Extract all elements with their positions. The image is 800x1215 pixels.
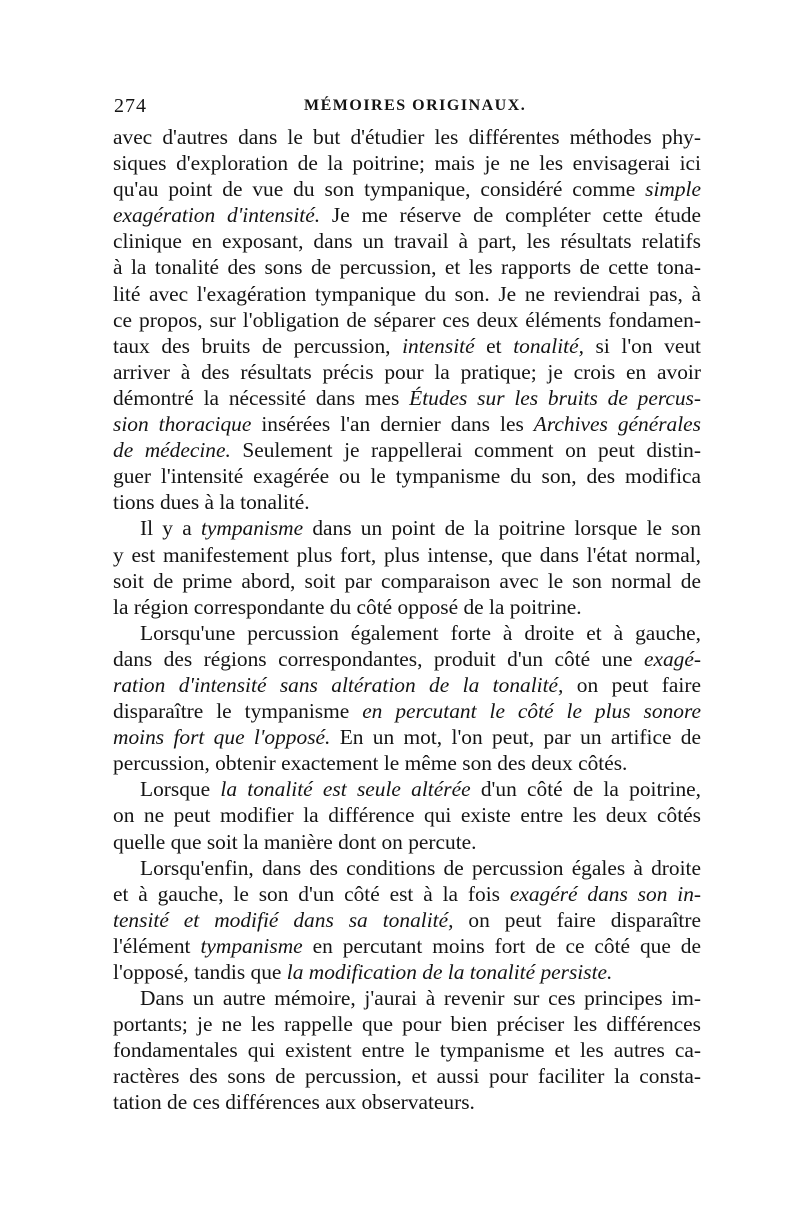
text-line	[113, 959, 701, 985]
text-segment: et	[474, 333, 514, 358]
text-segment: l'opposé, tandis que	[113, 960, 287, 984]
text-segment: En un mot, l'on peut, par un artifice de	[330, 725, 701, 750]
text-segment: dans un point de la poitrine lorsque le son	[303, 516, 701, 541]
text-segment: arriver à des résultats précis pour la pratique; je crois en avoir	[113, 359, 701, 384]
paragraph-first-line	[113, 985, 701, 1011]
paragraph-first-line	[113, 776, 701, 802]
text-segment: soit de prime abord, soit par comparaison avec le son normal de	[113, 568, 701, 593]
text-segment: tions dues à la tonalité.	[113, 490, 310, 515]
text-segment: avec d'autres dans le but d'étudier les différentes méthodes phy-	[113, 125, 701, 149]
text-segment: taux des bruits de percussion,	[113, 333, 403, 358]
text-line	[113, 489, 701, 515]
text-line	[113, 333, 701, 359]
text-segment: Je me réserve de compléter cette étude	[320, 203, 701, 228]
text-segment: si l'on veut	[583, 333, 702, 358]
text-line	[113, 646, 701, 672]
text-line	[113, 124, 701, 150]
text-line	[113, 463, 701, 489]
italic-text: intensité	[402, 333, 475, 358]
text-segment: Lorsqu'une percussion également forte à droite et à gauche,	[140, 620, 701, 645]
text-line	[113, 750, 701, 776]
italic-text: la tonalité est seule altérée	[220, 777, 471, 802]
text-line	[113, 802, 701, 828]
italic-text: sion thoracique	[113, 412, 252, 437]
text-segment: dans des régions correspondantes, produit d'un côté une	[113, 646, 644, 671]
text-line	[113, 1011, 701, 1037]
text-segment: tation de ces différences aux observateurs.	[113, 1090, 475, 1115]
text-line	[113, 385, 701, 411]
text-line	[113, 1037, 701, 1063]
text-line	[113, 150, 701, 176]
text-line	[113, 724, 701, 750]
text-line	[113, 594, 701, 620]
text-segment: Dans un autre mémoire, j'aurai à revenir sur ces principes im-	[140, 986, 701, 1011]
text-segment: Seulement je rappellerai comment on peut distin-	[230, 438, 701, 463]
italic-text: ration d'intensité sans altération de la tonalité,	[113, 672, 564, 697]
text-segment: siques d'exploration de la poitrine; mais je ne les envisagerai ici	[113, 151, 701, 176]
text-line	[113, 907, 701, 933]
italic-text: Études sur les bruits de percus-	[409, 385, 701, 410]
text-segment: qu'au point de vue du son tympanique, considéré comme	[113, 177, 646, 202]
text-line	[113, 568, 701, 594]
text-segment: démontré la nécessité dans mes	[113, 385, 410, 410]
text-segment: l'élément	[113, 933, 201, 958]
text-line	[113, 254, 701, 280]
text-segment: ce propos, sur l'obligation de séparer ces deux éléments fondamen-	[113, 307, 701, 332]
text-line	[113, 672, 701, 698]
text-segment: à la tonalité des sons de percussion, et les rapports de cette tona-	[113, 255, 701, 280]
text-line	[113, 829, 701, 855]
italic-text: de médecine.	[113, 438, 231, 463]
text-segment: et à gauche, le son d'un côté est à la fois	[113, 881, 510, 906]
text-line	[113, 228, 701, 254]
italic-text: tonalité,	[513, 333, 584, 358]
text-segment: portants; je ne les rappelle que pour bien préciser les différences	[113, 1012, 701, 1037]
text-segment: on ne peut modifier la différence qui existe entre les deux côtés	[113, 803, 701, 828]
body-text	[113, 124, 701, 1116]
page-header	[114, 95, 699, 121]
text-segment: Lorsque	[140, 777, 221, 802]
italic-text: exagéré dans son in-	[509, 881, 702, 906]
paragraph-first-line	[113, 515, 701, 541]
text-segment: clinique en exposant, dans un travail à part, les résultats relatifs	[113, 229, 701, 254]
text-line	[113, 881, 701, 907]
text-line	[113, 542, 701, 568]
text-line	[113, 933, 701, 959]
italic-text: la modification de la tonalité persiste.	[286, 960, 613, 984]
italic-text: exagé-	[644, 646, 701, 671]
italic-text: en percutant le côté le plus sonore	[362, 699, 701, 724]
text-segment: lité avec l'exagération tympanique du son. Je ne reviendrai pas, à	[113, 281, 701, 306]
italic-text: Archives générales	[533, 412, 701, 437]
text-segment: percussion, obtenir exactement le même son des deux côtés.	[113, 751, 628, 776]
text-line	[113, 307, 701, 333]
page-number: 274	[114, 95, 147, 117]
italic-text: exagération d'intensité.	[113, 203, 321, 228]
text-line	[113, 437, 701, 463]
text-segment: on peut faire	[563, 672, 701, 697]
italic-text: tensité et modifié dans sa tonalité,	[113, 907, 454, 932]
text-segment: on peut faire disparaître	[453, 907, 701, 932]
paragraph-first-line	[113, 855, 701, 881]
text-line	[113, 202, 701, 228]
text-segment: d'un côté de la poitrine,	[470, 777, 701, 802]
text-line	[113, 1089, 701, 1115]
text-line	[113, 411, 701, 437]
text-segment: quelle que soit la manière dont on percute.	[113, 829, 477, 854]
text-segment: ractères des sons de percussion, et aussi pour faciliter la consta-	[113, 1064, 701, 1089]
running-title: MÉMOIRES ORIGINAUX.	[304, 97, 527, 114]
text-line	[113, 281, 701, 307]
text-segment: insérées l'an dernier dans les	[251, 412, 534, 437]
italic-text: simple	[645, 177, 701, 202]
text-segment: la région correspondante du côté opposé de la poitrine.	[113, 594, 582, 619]
italic-text: tympanisme	[200, 933, 303, 958]
text-line	[113, 176, 701, 202]
text-segment: guer l'intensité exagérée ou le tympanisme du son, des modifica	[113, 464, 701, 489]
italic-text: moins fort que l'opposé.	[113, 725, 331, 750]
text-line	[113, 698, 701, 724]
text-segment: Il y a	[140, 516, 201, 541]
text-segment: y est manifestement plus fort, plus intense, que dans l'état normal,	[113, 542, 701, 567]
text-segment: en percutant moins fort de ce côté que de	[302, 933, 701, 958]
paragraph-first-line	[113, 620, 701, 646]
italic-text: tympanisme	[200, 516, 304, 541]
text-segment: disparaître le tympanisme	[113, 699, 363, 724]
text-segment: fondamentales qui existent entre le tympanisme et les autres ca-	[113, 1038, 701, 1063]
text-line	[113, 359, 701, 385]
text-line	[113, 1063, 701, 1089]
text-segment: Lorsqu'enfin, dans des conditions de percussion égales à droite	[140, 855, 701, 880]
